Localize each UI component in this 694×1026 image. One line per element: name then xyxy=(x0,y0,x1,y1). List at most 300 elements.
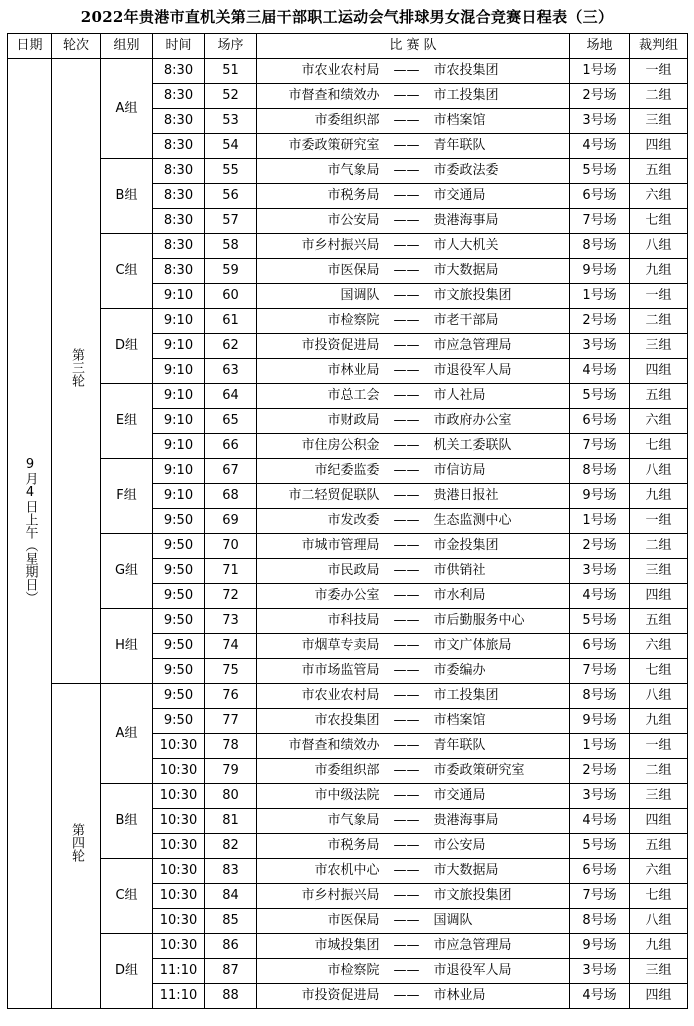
match-number: 69 xyxy=(205,509,257,534)
table-row xyxy=(8,234,688,259)
match-referee: 七组 xyxy=(630,659,688,684)
match-referee: 八组 xyxy=(630,459,688,484)
match-teams xyxy=(257,409,570,434)
match-referee: 八组 xyxy=(630,909,688,934)
match-court: 3号场 xyxy=(570,784,630,809)
match-time: 9:10 xyxy=(153,309,205,334)
away-team: 市交通局 xyxy=(433,188,486,203)
match-number: 83 xyxy=(205,859,257,884)
home-team: 市总工会 xyxy=(327,388,380,403)
vs-separator: —— xyxy=(393,513,420,528)
match-court: 8号场 xyxy=(570,909,630,934)
header-court: 场地 xyxy=(570,34,630,59)
header-teams: 比 赛 队 xyxy=(257,34,570,59)
away-team: 市林业局 xyxy=(433,988,486,1003)
match-time: 10:30 xyxy=(153,809,205,834)
match-number: 61 xyxy=(205,309,257,334)
header-referee: 裁判组 xyxy=(630,34,688,59)
match-court: 7号场 xyxy=(570,884,630,909)
match-court: 9号场 xyxy=(570,484,630,509)
match-number: 82 xyxy=(205,834,257,859)
match-number: 85 xyxy=(205,909,257,934)
vs-separator: —— xyxy=(393,313,420,328)
match-referee: 一组 xyxy=(630,59,688,84)
match-time: 10:30 xyxy=(153,884,205,909)
match-teams xyxy=(257,784,570,809)
match-referee: 二组 xyxy=(630,84,688,109)
match-teams xyxy=(257,709,570,734)
vs-separator: —— xyxy=(393,788,420,803)
date-label: 9月4日上午（星期日） xyxy=(22,456,38,604)
match-number: 79 xyxy=(205,759,257,784)
match-number: 60 xyxy=(205,284,257,309)
match-teams xyxy=(257,459,570,484)
away-team: 青年联队 xyxy=(433,138,486,153)
home-team: 国调队 xyxy=(340,288,380,303)
match-referee: 三组 xyxy=(630,784,688,809)
match-referee: 三组 xyxy=(630,109,688,134)
away-team: 市信访局 xyxy=(433,463,486,478)
match-teams xyxy=(257,959,570,984)
vs-separator: —— xyxy=(393,763,420,778)
table-row xyxy=(8,684,688,709)
match-teams xyxy=(257,234,570,259)
match-number: 73 xyxy=(205,609,257,634)
match-court: 4号场 xyxy=(570,134,630,159)
home-team: 市投资促进局 xyxy=(301,988,380,1003)
match-time: 9:50 xyxy=(153,709,205,734)
match-teams xyxy=(257,159,570,184)
match-teams xyxy=(257,309,570,334)
match-teams xyxy=(257,884,570,909)
match-teams xyxy=(257,934,570,959)
home-team: 市住房公积金 xyxy=(301,438,380,453)
away-team: 市应急管理局 xyxy=(433,938,512,953)
home-team: 市农业农村局 xyxy=(301,688,380,703)
away-team: 市退役军人局 xyxy=(433,363,512,378)
home-team: 市气象局 xyxy=(327,813,380,828)
match-number: 57 xyxy=(205,209,257,234)
vs-separator: —— xyxy=(393,863,420,878)
group-label: A组 xyxy=(101,684,153,784)
match-court: 6号场 xyxy=(570,634,630,659)
vs-separator: —— xyxy=(393,288,420,303)
match-court: 9号场 xyxy=(570,259,630,284)
match-time: 9:10 xyxy=(153,409,205,434)
match-referee: 二组 xyxy=(630,309,688,334)
away-team: 市委政策研究室 xyxy=(433,763,525,778)
header-round: 轮次 xyxy=(52,34,101,59)
match-number: 80 xyxy=(205,784,257,809)
vs-separator: —— xyxy=(393,138,420,153)
vs-separator: —— xyxy=(393,438,420,453)
home-team: 市投资促进局 xyxy=(301,338,380,353)
match-time: 8:30 xyxy=(153,184,205,209)
away-team: 市文旅投集团 xyxy=(433,288,512,303)
match-referee: 七组 xyxy=(630,434,688,459)
match-referee: 四组 xyxy=(630,134,688,159)
match-referee: 四组 xyxy=(630,984,688,1009)
page-title: 2022年贵港市直机关第三届干部职工运动会气排球男女混合竞赛日程表（三） xyxy=(80,8,614,26)
vs-separator: —— xyxy=(393,638,420,653)
match-number: 72 xyxy=(205,584,257,609)
home-team: 市纪委监委 xyxy=(314,463,380,478)
match-court: 7号场 xyxy=(570,659,630,684)
match-teams xyxy=(257,984,570,1009)
away-team: 贵港海事局 xyxy=(433,213,499,228)
match-time: 10:30 xyxy=(153,834,205,859)
match-court: 4号场 xyxy=(570,584,630,609)
match-time: 8:30 xyxy=(153,209,205,234)
match-time: 8:30 xyxy=(153,84,205,109)
match-teams xyxy=(257,809,570,834)
away-team: 市退役军人局 xyxy=(433,963,512,978)
round-label: 第三轮 xyxy=(69,348,84,387)
match-teams xyxy=(257,334,570,359)
away-team: 市档案馆 xyxy=(433,113,486,128)
vs-separator: —— xyxy=(393,563,420,578)
table-row xyxy=(8,534,688,559)
vs-separator: —— xyxy=(393,213,420,228)
match-time: 8:30 xyxy=(153,159,205,184)
match-number: 71 xyxy=(205,559,257,584)
match-number: 54 xyxy=(205,134,257,159)
vs-separator: —— xyxy=(393,913,420,928)
home-team: 市医保局 xyxy=(327,263,380,278)
match-number: 84 xyxy=(205,884,257,909)
match-number: 86 xyxy=(205,934,257,959)
away-team: 市工投集团 xyxy=(433,88,499,103)
match-teams xyxy=(257,84,570,109)
match-teams xyxy=(257,134,570,159)
vs-separator: —— xyxy=(393,88,420,103)
match-time: 10:30 xyxy=(153,734,205,759)
match-court: 6号场 xyxy=(570,409,630,434)
away-team: 市政府办公室 xyxy=(433,413,512,428)
match-number: 68 xyxy=(205,484,257,509)
match-teams xyxy=(257,434,570,459)
home-team: 市城市管理局 xyxy=(301,538,380,553)
match-teams xyxy=(257,184,570,209)
match-time: 9:50 xyxy=(153,634,205,659)
match-number: 78 xyxy=(205,734,257,759)
match-time: 8:30 xyxy=(153,109,205,134)
match-referee: 六组 xyxy=(630,184,688,209)
home-team: 市中级法院 xyxy=(314,788,380,803)
vs-separator: —— xyxy=(393,888,420,903)
away-team: 市公安局 xyxy=(433,838,486,853)
match-time: 8:30 xyxy=(153,259,205,284)
header-group: 组别 xyxy=(101,34,153,59)
vs-separator: —— xyxy=(393,688,420,703)
match-referee: 九组 xyxy=(630,259,688,284)
table-row xyxy=(8,859,688,884)
match-referee: 五组 xyxy=(630,609,688,634)
match-referee: 八组 xyxy=(630,684,688,709)
group-label: B组 xyxy=(101,784,153,859)
match-court: 4号场 xyxy=(570,984,630,1009)
match-number: 59 xyxy=(205,259,257,284)
match-court: 3号场 xyxy=(570,959,630,984)
match-referee: 四组 xyxy=(630,809,688,834)
match-time: 9:10 xyxy=(153,284,205,309)
table-row xyxy=(8,309,688,334)
match-time: 9:50 xyxy=(153,509,205,534)
group-label: C组 xyxy=(101,234,153,309)
match-referee: 三组 xyxy=(630,959,688,984)
home-team: 市农机中心 xyxy=(314,863,380,878)
group-label: H组 xyxy=(101,609,153,684)
match-number: 53 xyxy=(205,109,257,134)
match-court: 9号场 xyxy=(570,709,630,734)
match-court: 1号场 xyxy=(570,734,630,759)
away-team: 市后勤服务中心 xyxy=(433,613,525,628)
match-time: 9:10 xyxy=(153,484,205,509)
header-row xyxy=(8,34,688,59)
away-team: 市大数据局 xyxy=(433,863,499,878)
match-court: 3号场 xyxy=(570,559,630,584)
match-number: 64 xyxy=(205,384,257,409)
match-time: 9:10 xyxy=(153,384,205,409)
header-date: 日期 xyxy=(8,34,52,59)
away-team: 市交通局 xyxy=(433,788,486,803)
vs-separator: —— xyxy=(393,713,420,728)
away-team: 生态监测中心 xyxy=(433,513,512,528)
match-teams xyxy=(257,634,570,659)
away-team: 贵港海事局 xyxy=(433,813,499,828)
match-court: 7号场 xyxy=(570,209,630,234)
match-teams xyxy=(257,609,570,634)
group-label: D组 xyxy=(101,934,153,1009)
match-teams xyxy=(257,534,570,559)
match-referee: 八组 xyxy=(630,234,688,259)
away-team: 市文旅投集团 xyxy=(433,888,512,903)
vs-separator: —— xyxy=(393,413,420,428)
away-team: 国调队 xyxy=(433,913,473,928)
match-time: 9:50 xyxy=(153,684,205,709)
table-row xyxy=(8,59,688,84)
group-label: G组 xyxy=(101,534,153,609)
match-time: 8:30 xyxy=(153,134,205,159)
match-teams xyxy=(257,359,570,384)
match-teams xyxy=(257,384,570,409)
match-teams xyxy=(257,109,570,134)
match-court: 2号场 xyxy=(570,84,630,109)
round-cell xyxy=(52,59,101,684)
vs-separator: —— xyxy=(393,538,420,553)
home-team: 市检察院 xyxy=(327,963,380,978)
match-time: 9:50 xyxy=(153,559,205,584)
vs-separator: —— xyxy=(393,613,420,628)
match-referee: 四组 xyxy=(630,359,688,384)
table-row xyxy=(8,784,688,809)
match-time: 10:30 xyxy=(153,934,205,959)
match-number: 65 xyxy=(205,409,257,434)
header-time: 时间 xyxy=(153,34,205,59)
match-number: 51 xyxy=(205,59,257,84)
home-team: 市乡村振兴局 xyxy=(301,888,380,903)
vs-separator: —— xyxy=(393,738,420,753)
match-teams xyxy=(257,659,570,684)
match-referee: 七组 xyxy=(630,884,688,909)
home-team: 市督查和绩效办 xyxy=(288,88,380,103)
match-referee: 六组 xyxy=(630,409,688,434)
match-court: 6号场 xyxy=(570,859,630,884)
match-court: 5号场 xyxy=(570,384,630,409)
home-team: 市督查和绩效办 xyxy=(288,738,380,753)
home-team: 市检察院 xyxy=(327,313,380,328)
match-referee: 九组 xyxy=(630,484,688,509)
home-team: 市税务局 xyxy=(327,838,380,853)
match-teams xyxy=(257,209,570,234)
match-referee: 五组 xyxy=(630,834,688,859)
match-court: 8号场 xyxy=(570,234,630,259)
match-teams xyxy=(257,684,570,709)
match-court: 3号场 xyxy=(570,334,630,359)
match-teams xyxy=(257,584,570,609)
match-time: 8:30 xyxy=(153,59,205,84)
home-team: 市委办公室 xyxy=(314,588,380,603)
group-label: B组 xyxy=(101,159,153,234)
match-referee: 三组 xyxy=(630,334,688,359)
match-teams xyxy=(257,834,570,859)
match-referee: 六组 xyxy=(630,859,688,884)
match-referee: 四组 xyxy=(630,584,688,609)
match-time: 10:30 xyxy=(153,909,205,934)
away-team: 市档案馆 xyxy=(433,713,486,728)
match-time: 10:30 xyxy=(153,859,205,884)
away-team: 机关工委联队 xyxy=(433,438,512,453)
match-time: 9:50 xyxy=(153,609,205,634)
match-time: 10:30 xyxy=(153,759,205,784)
match-court: 1号场 xyxy=(570,59,630,84)
match-time: 8:30 xyxy=(153,234,205,259)
match-referee: 一组 xyxy=(630,509,688,534)
vs-separator: —— xyxy=(393,938,420,953)
vs-separator: —— xyxy=(393,63,420,78)
home-team: 市公安局 xyxy=(327,213,380,228)
match-time: 9:10 xyxy=(153,434,205,459)
match-time: 9:10 xyxy=(153,334,205,359)
date-cell xyxy=(8,59,52,1009)
home-team: 市科技局 xyxy=(327,613,380,628)
away-team: 青年联队 xyxy=(433,738,486,753)
match-referee: 三组 xyxy=(630,559,688,584)
match-court: 2号场 xyxy=(570,534,630,559)
home-team: 市发改委 xyxy=(327,513,380,528)
match-number: 62 xyxy=(205,334,257,359)
vs-separator: —— xyxy=(393,188,420,203)
match-court: 2号场 xyxy=(570,759,630,784)
header-match-no: 场序 xyxy=(205,34,257,59)
match-time: 9:10 xyxy=(153,459,205,484)
vs-separator: —— xyxy=(393,113,420,128)
away-team: 市委编办 xyxy=(433,663,486,678)
match-court: 6号场 xyxy=(570,184,630,209)
away-team: 市人大机关 xyxy=(433,238,499,253)
match-court: 8号场 xyxy=(570,459,630,484)
match-number: 56 xyxy=(205,184,257,209)
match-number: 52 xyxy=(205,84,257,109)
home-team: 市财政局 xyxy=(327,413,380,428)
away-team: 市人社局 xyxy=(433,388,486,403)
match-number: 76 xyxy=(205,684,257,709)
table-row xyxy=(8,384,688,409)
match-number: 77 xyxy=(205,709,257,734)
match-court: 1号场 xyxy=(570,284,630,309)
match-teams xyxy=(257,484,570,509)
match-teams xyxy=(257,259,570,284)
match-time: 9:50 xyxy=(153,584,205,609)
away-team: 市水利局 xyxy=(433,588,486,603)
match-time: 11:10 xyxy=(153,959,205,984)
match-number: 75 xyxy=(205,659,257,684)
vs-separator: —— xyxy=(393,663,420,678)
match-number: 88 xyxy=(205,984,257,1009)
vs-separator: —— xyxy=(393,988,420,1003)
away-team: 市老干部局 xyxy=(433,313,499,328)
match-referee: 五组 xyxy=(630,384,688,409)
home-team: 市气象局 xyxy=(327,163,380,178)
match-time: 9:10 xyxy=(153,359,205,384)
match-number: 81 xyxy=(205,809,257,834)
match-teams xyxy=(257,909,570,934)
match-court: 9号场 xyxy=(570,934,630,959)
vs-separator: —— xyxy=(393,488,420,503)
match-number: 67 xyxy=(205,459,257,484)
match-number: 74 xyxy=(205,634,257,659)
round-cell xyxy=(52,684,101,1009)
match-referee: 九组 xyxy=(630,709,688,734)
match-number: 66 xyxy=(205,434,257,459)
away-team: 市大数据局 xyxy=(433,263,499,278)
match-teams xyxy=(257,759,570,784)
away-team: 市应急管理局 xyxy=(433,338,512,353)
group-label: F组 xyxy=(101,459,153,534)
home-team: 市市场监管局 xyxy=(301,663,380,678)
table-row xyxy=(8,159,688,184)
match-number: 87 xyxy=(205,959,257,984)
match-teams xyxy=(257,859,570,884)
match-court: 5号场 xyxy=(570,834,630,859)
away-team: 市供销社 xyxy=(433,563,486,578)
match-time: 10:30 xyxy=(153,784,205,809)
match-teams xyxy=(257,59,570,84)
round-label: 第四轮 xyxy=(69,823,84,862)
vs-separator: —— xyxy=(393,463,420,478)
away-team: 市文广体旅局 xyxy=(433,638,512,653)
match-referee: 二组 xyxy=(630,759,688,784)
table-row xyxy=(8,934,688,959)
match-court: 8号场 xyxy=(570,684,630,709)
home-team: 市乡村振兴局 xyxy=(301,238,380,253)
match-time: 9:50 xyxy=(153,659,205,684)
away-team: 市工投集团 xyxy=(433,688,499,703)
match-referee: 五组 xyxy=(630,159,688,184)
vs-separator: —— xyxy=(393,388,420,403)
home-team: 市税务局 xyxy=(327,188,380,203)
match-referee: 一组 xyxy=(630,734,688,759)
home-team: 市医保局 xyxy=(327,913,380,928)
home-team: 市烟草专卖局 xyxy=(301,638,380,653)
vs-separator: —— xyxy=(393,238,420,253)
home-team: 市农业农村局 xyxy=(301,63,380,78)
match-referee: 九组 xyxy=(630,934,688,959)
match-number: 63 xyxy=(205,359,257,384)
home-team: 市农投集团 xyxy=(314,713,380,728)
away-team: 贵港日报社 xyxy=(433,488,499,503)
vs-separator: —— xyxy=(393,363,420,378)
